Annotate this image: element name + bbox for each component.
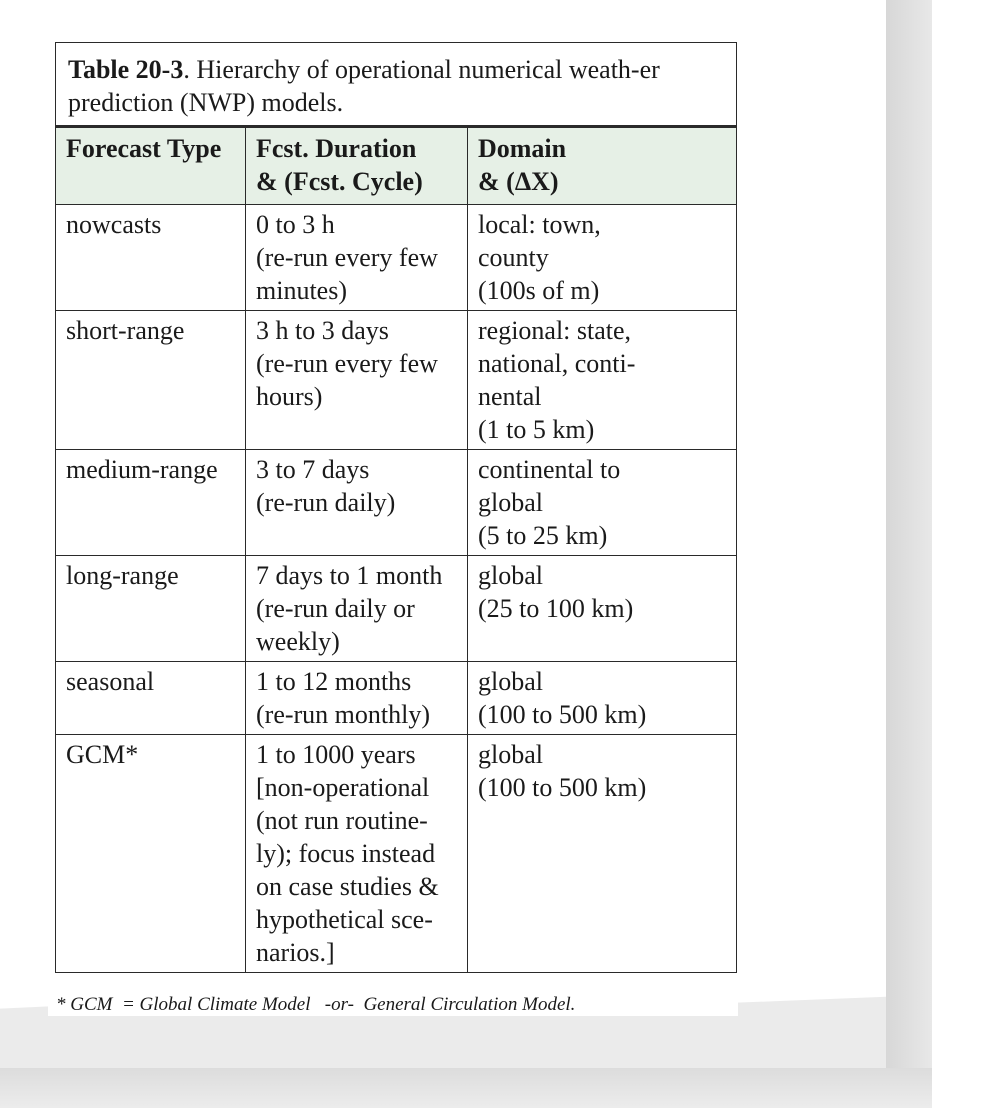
cell-domain — [468, 662, 737, 735]
cell-forecast-type: short-range — [56, 311, 246, 450]
header-line: Fcst. Duration — [256, 134, 417, 163]
table-footnote: * GCM = Global Climate Model -or- General Circulation Model. — [56, 994, 576, 1015]
cell-line: (re-run daily or — [256, 594, 415, 623]
cell-line: national, conti- — [478, 349, 636, 378]
cell-line: 1 to 1000 years — [256, 740, 416, 769]
cell-fcst-duration — [246, 205, 468, 311]
table-caption — [56, 43, 737, 127]
header-forecast-type — [56, 127, 246, 205]
cell-line: global — [478, 488, 543, 517]
cell-line: regional: state, — [478, 316, 632, 345]
table-row — [56, 556, 737, 662]
page-edge-bottom — [0, 1068, 932, 1108]
cell-line: 1 to 12 months — [256, 667, 412, 696]
cell-domain — [468, 205, 737, 311]
table-row — [56, 735, 737, 973]
cell-domain — [468, 450, 737, 556]
cell-domain — [468, 735, 737, 973]
cell-line: (re-run daily) — [256, 488, 396, 517]
cell-fcst-duration — [246, 311, 468, 450]
header-line: & (ΔX) — [478, 167, 559, 196]
cell-line: weekly) — [256, 627, 340, 656]
cell-domain — [468, 311, 737, 450]
cell-forecast-type: medium-range — [56, 450, 246, 556]
cell-line: 0 to 3 h — [256, 210, 335, 239]
cell-line: global — [478, 667, 543, 696]
cell-line: 3 to 7 days — [256, 455, 370, 484]
cell-line: (re-run every few — [256, 349, 438, 378]
cell-line: (re-run every few — [256, 243, 438, 272]
cell-line: (25 to 100 km) — [478, 594, 634, 623]
caption-label: Table 20-3 — [68, 55, 184, 84]
cell-line: global — [478, 740, 543, 769]
cell-fcst-duration — [246, 556, 468, 662]
cell-line: (100s of m) — [478, 276, 600, 305]
nwp-hierarchy-table — [55, 42, 737, 973]
cell-line: (100 to 500 km) — [478, 773, 647, 802]
cell-line: hypothetical sce- — [256, 905, 433, 934]
table-row — [56, 311, 737, 450]
header-line: Domain — [478, 134, 567, 163]
cell-forecast-type: seasonal — [56, 662, 246, 735]
cell-line: (100 to 500 km) — [478, 700, 647, 729]
cell-line: (1 to 5 km) — [478, 415, 595, 444]
cell-line: hours) — [256, 382, 323, 411]
cell-line: (re-run monthly) — [256, 700, 431, 729]
cell-line: ly); focus instead — [256, 839, 436, 868]
table-header-row — [56, 127, 737, 205]
table-row — [56, 450, 737, 556]
table-caption-row — [56, 43, 737, 127]
cell-line: narios.] — [256, 938, 335, 967]
cell-line: continental to — [478, 455, 621, 484]
header-line: & (Fcst. Cycle) — [256, 167, 423, 196]
cell-line: county — [478, 243, 549, 272]
table-figure — [48, 40, 738, 1016]
cell-domain — [468, 556, 737, 662]
cell-forecast-type: long-range — [56, 556, 246, 662]
cell-line: (5 to 25 km) — [478, 521, 608, 550]
cell-forecast-type: nowcasts — [56, 205, 246, 311]
cell-line: (not run routine- — [256, 806, 428, 835]
header-domain — [468, 127, 737, 205]
cell-fcst-duration — [246, 450, 468, 556]
table-row — [56, 205, 737, 311]
header-fcst-duration — [246, 127, 468, 205]
table-row — [56, 662, 737, 735]
header-line: Forecast Type — [66, 134, 222, 163]
cell-line: minutes) — [256, 276, 347, 305]
page-edge-right — [886, 0, 932, 1108]
cell-line: local: town, — [478, 210, 601, 239]
cell-fcst-duration — [246, 735, 468, 973]
cell-line: nental — [478, 382, 542, 411]
cell-line: 7 days to 1 month — [256, 561, 443, 590]
cell-fcst-duration — [246, 662, 468, 735]
cell-forecast-type: GCM* — [56, 735, 246, 973]
cell-line: global — [478, 561, 543, 590]
cell-line: 3 h to 3 days — [256, 316, 389, 345]
cell-line: [non-operational — [256, 773, 430, 802]
caption-text: . Hierarchy of operational numerical weath-er prediction (NWP) models. — [68, 55, 660, 117]
cell-line: on case studies & — [256, 872, 439, 901]
